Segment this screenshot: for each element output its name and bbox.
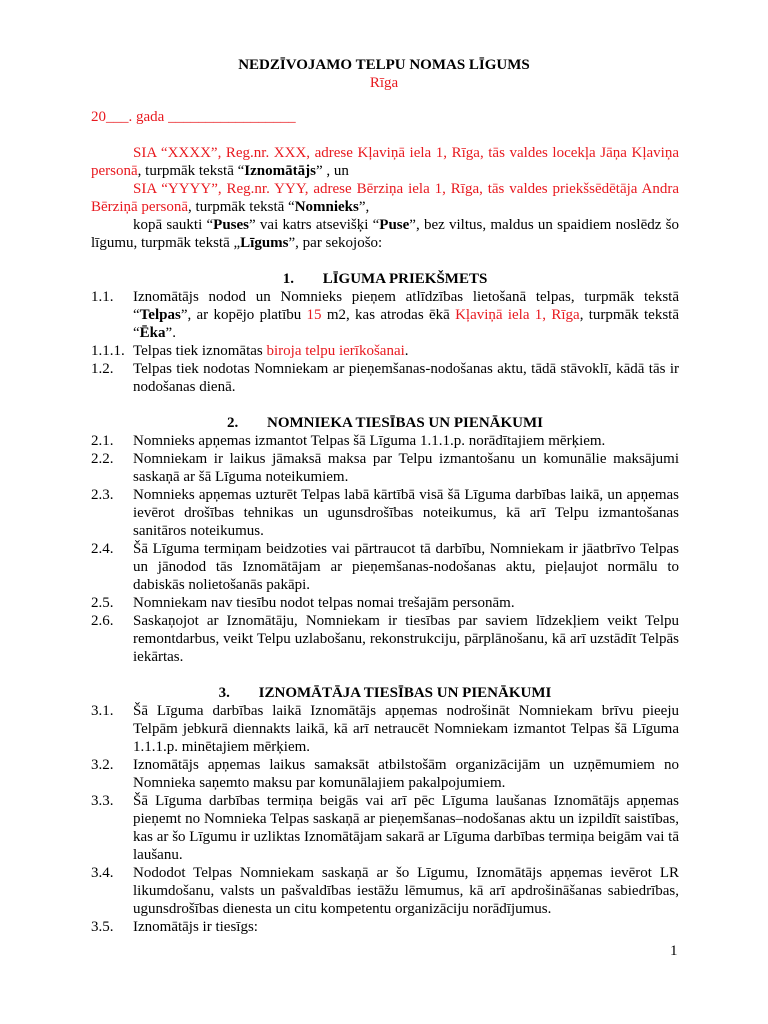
clause-2-1: 2.1. Nomnieks apņemas izmantot Telpas šā Līguma 1.1.1.p. norādītajiem mērķiem. (91, 433, 606, 449)
clause-3-4: 3.4. Nododot Telpas Nomniekam saskaņā ar šo Līgumu, Iznomātājs apņemas ievērot LR likumdošanu, valsts un pašvaldības iestāžu lēmumus, kā arī apdrošināšanas sabiedrības, ugunsdrošības dienesta un citu kompetentu organizāciju norādījumus. (91, 865, 679, 917)
clause-3-2: 3.2. Iznomātājs apņemas laikus samaksāt atbilstošām organizācijām un uzņēmumiem no Nomnieka saņemto maksu par komunālajiem pakalpojumiem. (91, 757, 679, 791)
preamble-parties: kopā saukti “Puses” vai katrs atsevišķi “Puse”, bez viltus, maldus un spaidiem noslēdz šo līgumu, turpmāk tekstā „Līgums”, par sekojošo: (91, 217, 679, 251)
clause-2-4: 2.4. Šā Līguma termiņam beidzoties vai pārtraucot tā darbību, Nomniekam ir jāatbrīvo Telpas un jānodod tās Iznomātājam ar pieņemšanas-nodošanas aktu, pieļaujot normālu to dabiskās nolietošanās pakāpi. (91, 541, 679, 593)
clause-3-1: 3.1. Šā Līguma darbības laikā Iznomātājs apņemas nodrošināt Nomniekam brīvu pieeju Telpām jebkurā diennakts laikā, kā arī netraucēt Nomniekam izmantot Telpas šā Līguma 1.1.1.p. minētajiem mērķiem. (91, 703, 679, 755)
clause-2-6: 2.6. Saskaņojot ar Iznomātāju, Nomniekam ir tiesības par saviem līdzekļiem veikt Telpu remontdarbus, veikt Telpu uzlabošanu, rekonstrukciju, pārplānošanu, kā arī uzstādīt Telpās iekārtas. (91, 613, 679, 665)
preamble-party-1: SIA “XXXX”, Reg.nr. XXX, adrese Kļaviņā iela 1, Rīga, tās valdes locekļa Jāņa Kļaviņa personā, turpmāk tekstā “Iznomātājs” , un (91, 145, 679, 179)
clause-2-2: 2.2. Nomniekam ir laikus jāmaksā maksa par Telpu izmantošanu un komunālie maksājumi saskaņā ar šā Līguma noteikumiem. (91, 451, 679, 485)
clause-2-5: 2.5. Nomniekam nav tiesību nodot telpas nomai trešajām personām. (91, 595, 515, 611)
section-2-heading: 2. NOMNIEKA TIESĪBAS UN PIENĀKUMI (226, 415, 544, 431)
clause-3-3: 3.3. Šā Līguma darbības termiņa beigās vai arī pēc Līguma laušanas Iznomātājs apņemas pieņemt no Nomnieka Telpas saskaņā ar pieņemšanas–nodošanas aktu un izpildīt saistības, kas ar šo Līgumu ir uzliktas Iznomātājam sakarā ar Līguma darbības termiņa beigām vai tā laušanu. (91, 793, 679, 863)
section-3-heading: 3. IZNOMĀTĀJA TIESĪBAS UN PIENĀKUMI (218, 685, 552, 701)
document-city: Rīga (369, 75, 399, 91)
clause-3-5: 3.5. Iznomātājs ir tiesīgs: (91, 919, 258, 935)
preamble-party-2: SIA “YYYY”, Reg.nr. YYY, adrese Bērziņa iela 1, Rīga, tās valdes priekšsēdētāja Andra Bērziņā personā, turpmāk tekstā “Nomnieks”, (91, 181, 679, 215)
clause-1-2: 1.2. Telpas tiek nodotas Nomniekam ar pieņemšanas-nodošanas aktu, tādā stāvoklī, kādā tās ir nodošanas dienā. (91, 361, 679, 395)
section-1-heading: 1. LĪGUMA PRIEKŠMETS (282, 271, 488, 287)
document-body (91, 144, 679, 936)
clause-1-1-1: 1.1.1. Telpas tiek iznomātas biroja telpu ierīkošanai. (91, 343, 409, 359)
page-number: 1 (670, 943, 678, 959)
document-title: NEDZĪVOJAMO TELPU NOMAS LĪGUMS (238, 57, 530, 73)
clause-1-1: 1.1. Iznomātājs nodod un Nomnieks pieņem atlīdzības lietošanā telpas, turpmāk tekstā “Telpas”, ar kopējo platību 15 m2, kas atrodas ēkā Kļaviņā iela 1, Rīga, turpmāk tekstā “Ēka”. (91, 289, 680, 341)
date-line: 20___. gada _________________ (91, 109, 296, 125)
clause-2-3: 2.3. Nomnieks apņemas uzturēt Telpas labā kārtībā visā šā Līguma darbības laikā, un apņemas ievērot drošības tehnikas un ugunsdrošības noteikumus, kā arī Telpu izmantošanas sanitāros noteikumus. (91, 487, 679, 539)
